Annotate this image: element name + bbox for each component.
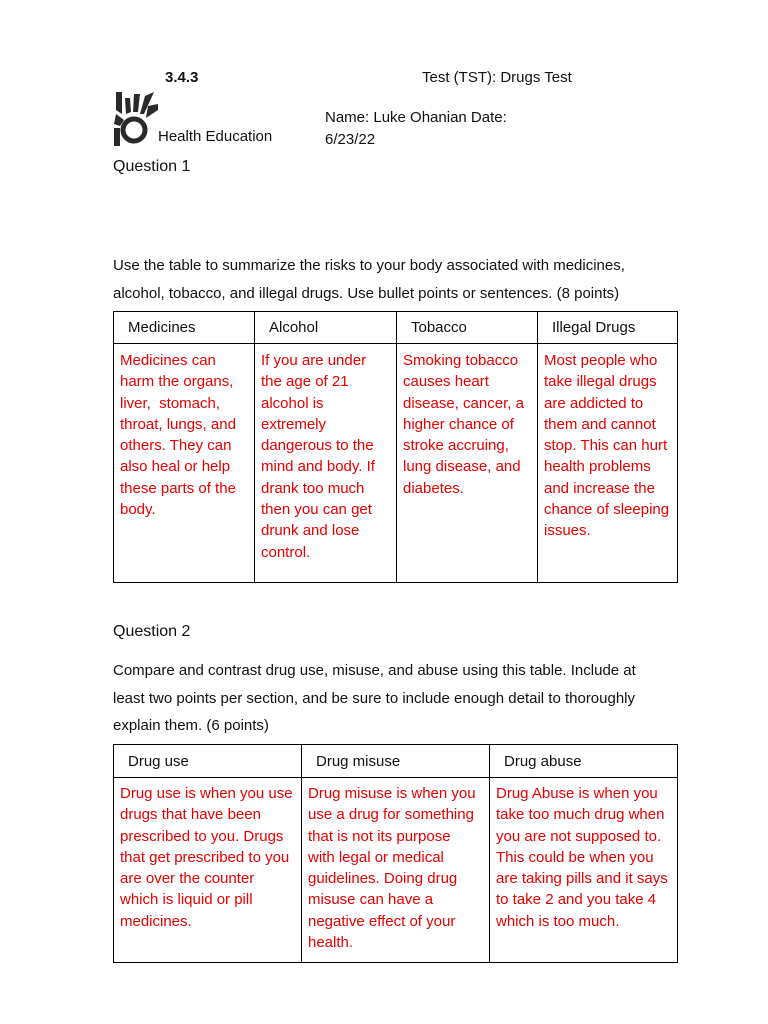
answer-cell-illegal-drugs: Most people who take illegal drugs are addicted to them and cannot stop. This can hurt health problems and increase the chance of sleeping issues.: [544, 352, 670, 540]
answer-cell-drug-use: Drug use is when you use drugs that have been prescribed to you. Drugs that get prescribed to you are over the counter which is liquid or pill medicines.: [114, 778, 302, 962]
column-header-drug-misuse: Drug misuse: [302, 745, 490, 778]
risks-table: [113, 311, 678, 583]
question-1-heading: Question 1: [113, 158, 191, 175]
column-header-drug-use: Drug use: [114, 745, 302, 778]
answer-cell-drug-misuse: Drug misuse is when you use a drug for something that is not its purpose with legal or medical guidelines. Doing drug misuse can have a negative effect of your health.: [302, 778, 490, 962]
column-header-drug-abuse: Drug abuse: [490, 745, 677, 778]
column-header-alcohol: Alcohol: [255, 312, 397, 344]
drug-use-comparison-table: [113, 744, 678, 963]
column-header-medicines: Medicines: [114, 312, 255, 344]
column-header-illegal-drugs: Illegal Drugs: [538, 312, 677, 344]
question-1-prompt: Use the table to summarize the risks to your body associated with medicines, alcohol, tobacco, and illegal drugs. Use bullet points or sentences. (8 points): [113, 257, 625, 302]
student-name-line: Name: Luke Ohanian Date:: [325, 109, 507, 126]
date-value: 6/23/22: [325, 131, 376, 148]
answer-cell-alcohol: If you are under the age of 21 alcohol is extremely dangerous to the mind and body. If drank too much then you can get drunk and lose control.: [255, 344, 397, 582]
logo-caption: Health Education: [158, 128, 273, 145]
section-number: 3.4.3: [165, 69, 199, 86]
question-2-prompt: Compare and contrast drug use, misuse, and abuse using this table. Include at least two points per section, and be sure to include enough detail to thoroughly explain them. (6 points): [113, 662, 636, 734]
answer-cell-tobacco: Smoking tobacco causes heart disease, cancer, a higher chance of stroke accruing, lung disease, and diabetes.: [397, 344, 538, 582]
test-title: Test (TST): Drugs Test: [422, 69, 572, 86]
question-2-heading: Question 2: [113, 623, 191, 640]
column-header-tobacco: Tobacco: [397, 312, 538, 344]
answer-cell-medicines: Medicines can harm the organs, liver, stomach, throat, lungs, and others. They can also heal or help these parts of the body.: [114, 344, 255, 582]
answer-cell-drug-abuse: Drug Abuse is when you take too much drug when you are not supposed to. This could be when you are taking pills and it says to take 2 and you take 4 which is too much.: [496, 785, 668, 930]
sun-rays-logo-icon: [114, 90, 158, 146]
